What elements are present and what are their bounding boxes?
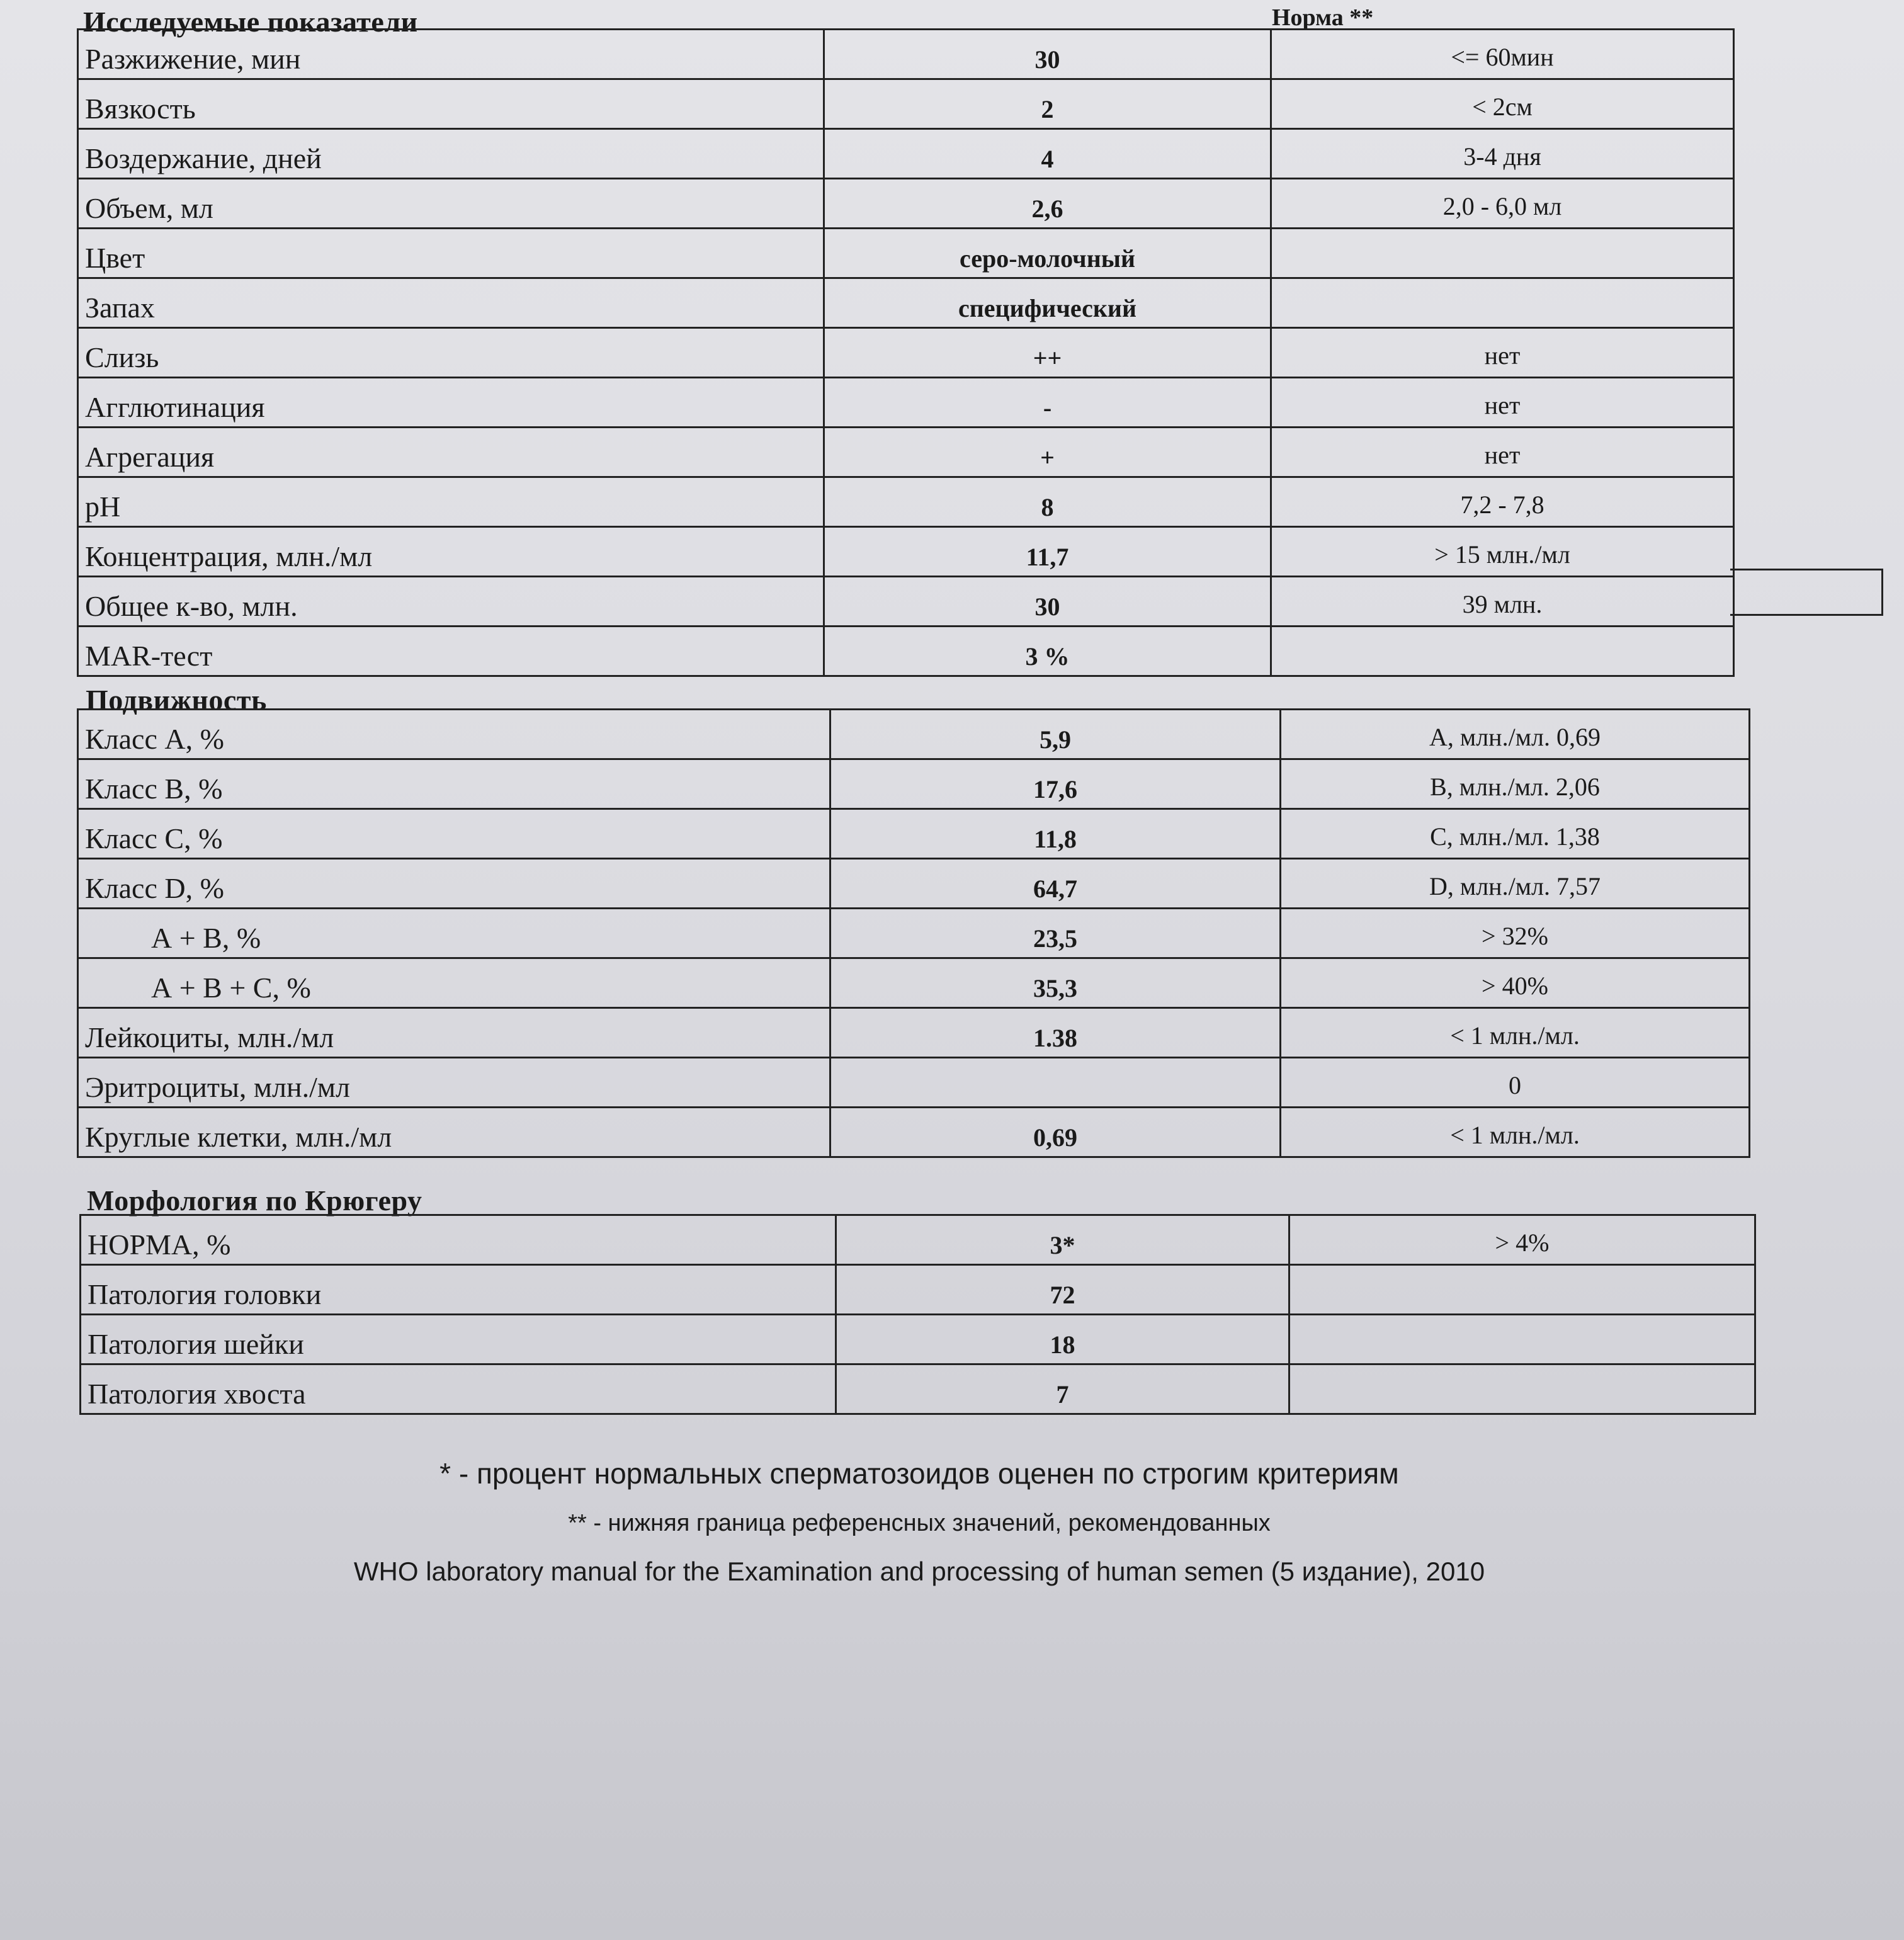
row-label: Разжижение, мин — [78, 30, 824, 79]
row-value: 3 % — [824, 627, 1271, 676]
table-row — [78, 577, 1734, 627]
row-norm: В, млн./мл. 2,06 — [1281, 759, 1750, 809]
row-value: серо-молочный — [824, 229, 1271, 278]
row-label: Слизь — [78, 328, 824, 378]
row-label: Запах — [78, 278, 824, 328]
row-norm: С, млн./мл. 1,38 — [1281, 809, 1750, 859]
row-label: Класс А, % — [78, 710, 830, 759]
row-label: pH — [78, 477, 824, 527]
row-norm: < 1 млн./мл. — [1281, 1008, 1750, 1058]
row-label: Патология шейки — [81, 1315, 836, 1364]
row-value: 64,7 — [830, 859, 1281, 909]
row-label: Класс С, % — [78, 809, 830, 859]
row-label: Круглые клетки, млн./мл — [78, 1108, 830, 1157]
table-row — [81, 1315, 1755, 1364]
row-value: - — [824, 378, 1271, 428]
morphology-table — [79, 1214, 1756, 1415]
table-row — [78, 129, 1734, 179]
table-row — [78, 809, 1750, 859]
table-row — [81, 1215, 1755, 1265]
row-value: 35,3 — [830, 958, 1281, 1008]
row-value: специфический — [824, 278, 1271, 328]
row-norm: D, млн./мл. 7,57 — [1281, 859, 1750, 909]
table-row — [78, 79, 1734, 129]
norm-column-header: Норма ** — [1272, 4, 1374, 31]
row-norm — [1289, 1265, 1755, 1315]
row-norm — [1289, 1315, 1755, 1364]
table-row — [81, 1364, 1755, 1414]
table-row — [78, 179, 1734, 229]
table-row — [78, 1058, 1750, 1108]
row-label: Агглютинация — [78, 378, 824, 428]
table-row — [78, 229, 1734, 278]
row-label: Патология головки — [81, 1265, 836, 1315]
row-label: Концентрация, млн./мл — [78, 527, 824, 577]
table-row — [78, 627, 1734, 676]
row-label: Класс В, % — [78, 759, 830, 809]
row-value: + — [824, 428, 1271, 477]
row-norm — [1289, 1364, 1755, 1414]
footnote-strict-criteria: * - процент нормальных сперматозоидов оценен по строгим критериям — [439, 1457, 1399, 1490]
row-label: Общее к-во, млн. — [78, 577, 824, 627]
row-norm: нет — [1271, 428, 1734, 477]
row-value: 11,7 — [824, 527, 1271, 577]
row-label: Лейкоциты, млн./мл — [78, 1008, 830, 1058]
table-row — [78, 378, 1734, 428]
table-row — [78, 958, 1750, 1008]
row-value — [830, 1058, 1281, 1108]
row-norm: > 4% — [1289, 1215, 1755, 1265]
row-value: 5,9 — [830, 710, 1281, 759]
row-value: 72 — [836, 1265, 1289, 1315]
row-norm — [1271, 627, 1734, 676]
row-value: 23,5 — [830, 909, 1281, 958]
table-row — [78, 30, 1734, 79]
row-value: 2 — [824, 79, 1271, 129]
row-value: 1.38 — [830, 1008, 1281, 1058]
section-title-motility: Подвижность — [86, 684, 267, 716]
footnote-who-manual: WHO laboratory manual for the Examination and processing of human semen (5 издание), 2010 — [353, 1557, 1485, 1586]
row-norm: 3-4 дня — [1271, 129, 1734, 179]
section-title-morphology: Морфология по Крюгеру — [87, 1184, 422, 1217]
row-norm: < 1 млн./мл. — [1281, 1108, 1750, 1157]
row-norm: 0 — [1281, 1058, 1750, 1108]
row-norm: нет — [1271, 378, 1734, 428]
row-norm: 39 млн. — [1271, 577, 1734, 627]
row-label: А + В, % — [78, 909, 830, 958]
row-norm — [1271, 229, 1734, 278]
indicators-table — [77, 28, 1735, 677]
row-label: Агрегация — [78, 428, 824, 477]
row-label: А + В + С, % — [78, 958, 830, 1008]
row-value: 30 — [824, 30, 1271, 79]
row-label: НОРМА, % — [81, 1215, 836, 1265]
table-row — [78, 527, 1734, 577]
row-label: MAR-тест — [78, 627, 824, 676]
row-norm: нет — [1271, 328, 1734, 378]
table-row — [78, 909, 1750, 958]
row-value: 30 — [824, 577, 1271, 627]
row-label: Вязкость — [78, 79, 824, 129]
row-norm: 7,2 - 7,8 — [1271, 477, 1734, 527]
table-row — [78, 710, 1750, 759]
table-row — [81, 1265, 1755, 1315]
row-value: 2,6 — [824, 179, 1271, 229]
row-norm: <= 60мин — [1271, 30, 1734, 79]
row-norm: > 32% — [1281, 909, 1750, 958]
row-norm — [1271, 278, 1734, 328]
row-label: Объем, мл — [78, 179, 824, 229]
row-label: Цвет — [78, 229, 824, 278]
row-norm: > 15 млн./мл — [1271, 527, 1734, 577]
row-label: Воздержание, дней — [78, 129, 824, 179]
table-row — [78, 477, 1734, 527]
row-value: 18 — [836, 1315, 1289, 1364]
table-row — [78, 428, 1734, 477]
table-extra-cell — [1730, 569, 1883, 616]
row-label: Эритроциты, млн./мл — [78, 1058, 830, 1108]
row-value: 7 — [836, 1364, 1289, 1414]
table-row — [78, 278, 1734, 328]
table-row — [78, 1108, 1750, 1157]
row-norm: 2,0 - 6,0 мл — [1271, 179, 1734, 229]
row-value: 8 — [824, 477, 1271, 527]
footnote-reference-values: ** - нижняя граница референсных значений, рекомендованных — [568, 1510, 1271, 1536]
row-value: 3* — [836, 1215, 1289, 1265]
table-row — [78, 859, 1750, 909]
motility-table — [77, 708, 1750, 1158]
row-value: 4 — [824, 129, 1271, 179]
row-value: ++ — [824, 328, 1271, 378]
row-norm: < 2см — [1271, 79, 1734, 129]
row-label: Класс D, % — [78, 859, 830, 909]
section-title-indicators: Исследуемые показатели — [83, 6, 418, 38]
row-value: 11,8 — [830, 809, 1281, 859]
row-value: 17,6 — [830, 759, 1281, 809]
table-row — [78, 759, 1750, 809]
row-label: Патология хвоста — [81, 1364, 836, 1414]
table-row — [78, 328, 1734, 378]
table-row — [78, 1008, 1750, 1058]
row-value: 0,69 — [830, 1108, 1281, 1157]
row-norm: А, млн./мл. 0,69 — [1281, 710, 1750, 759]
row-norm: > 40% — [1281, 958, 1750, 1008]
